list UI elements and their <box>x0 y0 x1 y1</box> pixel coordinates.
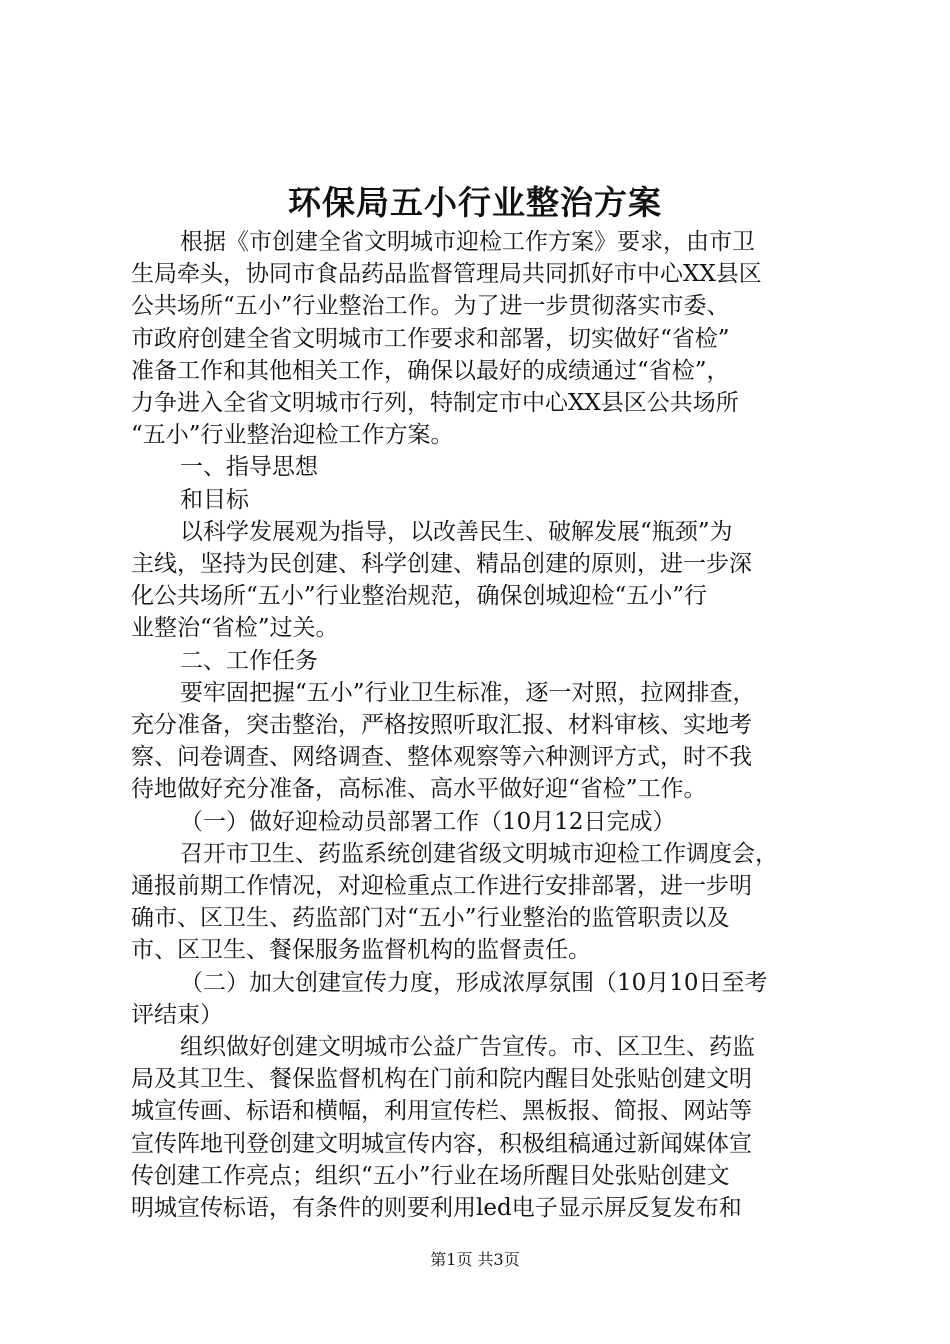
body-line: 要牢固把握“五小”行业卫生标准，逐一对照，拉网排查， <box>180 679 756 706</box>
body-line: 公共场所“五小”行业整治工作。为了进一步贯彻落实市委、 <box>131 293 730 320</box>
subsection-heading: （二）加大创建宣传力度，形成浓厚氛围（10月10日至考 <box>180 969 768 996</box>
subsection-heading: （一）做好迎检动员部署工作（10月12日完成） <box>180 808 676 835</box>
body-line: 根据《市创建全省文明城市迎检工作方案》要求，由市卫 <box>180 229 755 255</box>
page-title: 环保局五小行业整治方案 <box>288 183 662 222</box>
section-heading: 和目标 <box>180 486 249 513</box>
body-line: 组织做好创建文明城市公益广告宣传。市、区卫生、药监 <box>180 1034 755 1060</box>
body-line: 生局牵头，协同市食品药品监督管理局共同抓好市中心XX县区 <box>131 261 762 288</box>
body-line: 局及其卫生、餐保监督机构在门前和院内醒目处张贴创建文明 <box>131 1066 752 1093</box>
subsection-heading: 评结束） <box>131 1001 223 1028</box>
section-heading: 一、指导思想 <box>180 454 318 481</box>
body-line: 化公共场所“五小”行业整治规范，确保创城迎检“五小”行 <box>131 583 708 610</box>
body-line: 市政府创建全省文明城市工作要求和部署，切实做好“省检” <box>131 325 730 352</box>
body-line: 城宣传画、标语和横幅，利用宣传栏、黑板报、简报、网站等 <box>131 1098 752 1125</box>
body-line: 力争进入全省文明城市行列，特制定市中心XX县区公共场所 <box>131 390 739 416</box>
page-footer: 第1页 共3页 <box>430 1250 520 1269</box>
body-line: 明城宣传标语，有条件的则要利用led电子显示屏反复发布和 <box>131 1195 742 1221</box>
body-line: 市、区卫生、餐保服务监督机构的监督责任。 <box>131 937 591 964</box>
body-line: 以科学发展观为指导，以改善民生、破解发展“瓶颈”为 <box>180 518 733 545</box>
body-line: 宣传阵地刊登创建文明城宣传内容，积极组稿通过新闻媒体宣 <box>131 1130 752 1157</box>
body-line: “五小”行业整治迎检工作方案。 <box>131 422 454 449</box>
body-line: 准备工作和其他相关工作，确保以最好的成绩通过“省检”， <box>131 357 730 384</box>
body-line: 召开市卫生、药监系统创建省级文明城市迎检工作调度会， <box>180 840 778 867</box>
body-line: 业整治“省检”过关。 <box>131 615 339 642</box>
body-line: 主线，坚持为民创建、科学创建、精品创建的原则，进一步深 <box>131 551 752 577</box>
body-line: 察、问卷调查、网络调查、整体观察等六种测评方式，时不我 <box>131 744 752 771</box>
section-heading: 二、工作任务 <box>180 647 318 674</box>
body-line: 待地做好充分准备，高标准、高水平做好迎“省检”工作。 <box>131 776 707 803</box>
body-line: 充分准备，突击整治，严格按照听取汇报、材料审核、实地考 <box>131 712 752 738</box>
body-line: 通报前期工作情况，对迎检重点工作进行安排部署，进一步明 <box>131 873 752 899</box>
body-line: 确市、区卫生、药监部门对“五小”行业整治的监管职责以及 <box>131 905 730 932</box>
body-line: 传创建工作亮点；组织“五小”行业在场所醒目处张贴创建文 <box>131 1162 730 1189</box>
